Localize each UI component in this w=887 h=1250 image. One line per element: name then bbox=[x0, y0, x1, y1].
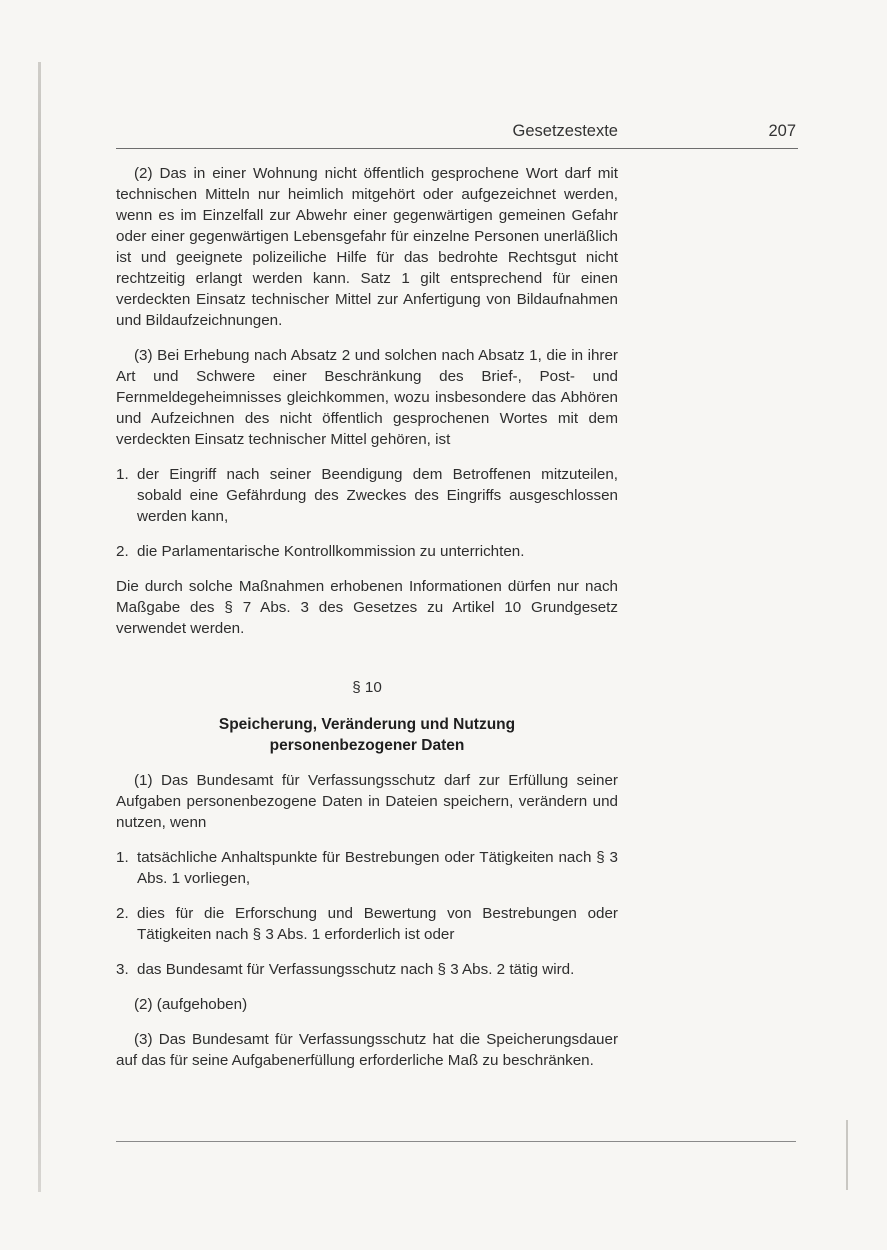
list-item-text: die Parlamentarische Kontrollkommission zu unterrichten. bbox=[137, 543, 525, 560]
section-heading bbox=[116, 714, 618, 756]
list-item-number: 1. bbox=[116, 849, 129, 866]
list-item bbox=[116, 959, 618, 980]
page-header bbox=[116, 120, 798, 149]
section-paragraph-3: (3) Das Bundesamt für Verfassungsschutz hat die Speicherungsdauer auf das für seine Aufgabenerfüllung erforderliche Maß zu beschränken. bbox=[116, 1031, 618, 1069]
list-item-number: 1. bbox=[116, 466, 129, 483]
section-heading-line: personenbezogener Daten bbox=[269, 737, 465, 754]
paragraph-3: (3) Bei Erhebung nach Absatz 2 und solchen nach Absatz 1, die in ihrer Art und Schwere einer Beschränkung des Brief-, Post- und Fernmeldegeheimnisses gleichkommen, wozu insbesondere das Abhören und Aufzeichnen des nicht öffentlich gesprochenen Wortes mit dem verdeckten Einsatz technischer Mittel gehören, ist bbox=[116, 347, 618, 448]
list-item-number: 2. bbox=[116, 543, 129, 560]
list-item bbox=[116, 847, 618, 889]
running-head: Gesetzestexte bbox=[512, 122, 618, 140]
section-number: § 10 bbox=[352, 679, 382, 696]
list-item bbox=[116, 464, 618, 527]
page-binding-shadow bbox=[38, 62, 41, 1192]
list-item-number: 2. bbox=[116, 905, 129, 922]
list-item-text: das Bundesamt für Verfassungsschutz nach § 3 Abs. 2 tätig wird. bbox=[137, 961, 575, 978]
section-paragraph-1: (1) Das Bundesamt für Verfassungsschutz darf zur Erfüllung seiner Aufgaben personenbezogene Daten in Dateien speichern, verändern und nutzen, wenn bbox=[116, 772, 618, 831]
page-number: 207 bbox=[768, 122, 796, 140]
footer-rule bbox=[116, 1141, 796, 1142]
list-item-number: 3. bbox=[116, 961, 129, 978]
closing-paragraph: Die durch solche Maßnahmen erhobenen Informationen dürfen nur nach Maßgabe des § 7 Abs. 3 des Gesetzes zu Artikel 10 Grundgesetz verwendet werden. bbox=[116, 578, 618, 637]
list-item bbox=[116, 541, 618, 562]
paragraph-2: (2) Das in einer Wohnung nicht öffentlich gesprochene Wort darf mit technischen Mitteln nur heimlich mitgehört oder aufgezeichnet werden, wenn es im Einzelfall zur Abwehr einer gegenwärtigen gemeinen Gefahr oder einer gegenwärtigen Lebensgefahr für einzelne Personen unerläßlich ist und geeignete polizeiliche Hilfe für das bedrohte Rechtsgut nicht rechtzeitig erlangt werden kann. Satz 1 gilt entsprechend für einen verdeckten Einsatz technischer Mittel zur Anfertigung von Bildaufnahmen und Bildaufzeichnungen. bbox=[116, 165, 618, 329]
list-item-text: der Eingriff nach seiner Beendigung dem Betroffenen mitzuteilen, sobald eine Gefährdung des Zweckes des Eingriffs ausgeschlossen werden kann, bbox=[137, 466, 618, 525]
section-paragraph-2: (2) (aufgehoben) bbox=[134, 996, 248, 1013]
page-body bbox=[116, 163, 618, 1085]
page-edge-mark bbox=[846, 1120, 848, 1190]
section-heading-line: Speicherung, Veränderung und Nutzung bbox=[218, 716, 516, 733]
list-item-text: dies für die Erforschung und Bewertung von Bestrebungen oder Tätigkeiten nach § 3 Abs. 1 erforderlich ist oder bbox=[137, 905, 618, 943]
list-item-text: tatsächliche Anhaltspunkte für Bestrebungen oder Tätigkeiten nach § 3 Abs. 1 vorliegen, bbox=[137, 849, 618, 887]
list-item bbox=[116, 903, 618, 945]
